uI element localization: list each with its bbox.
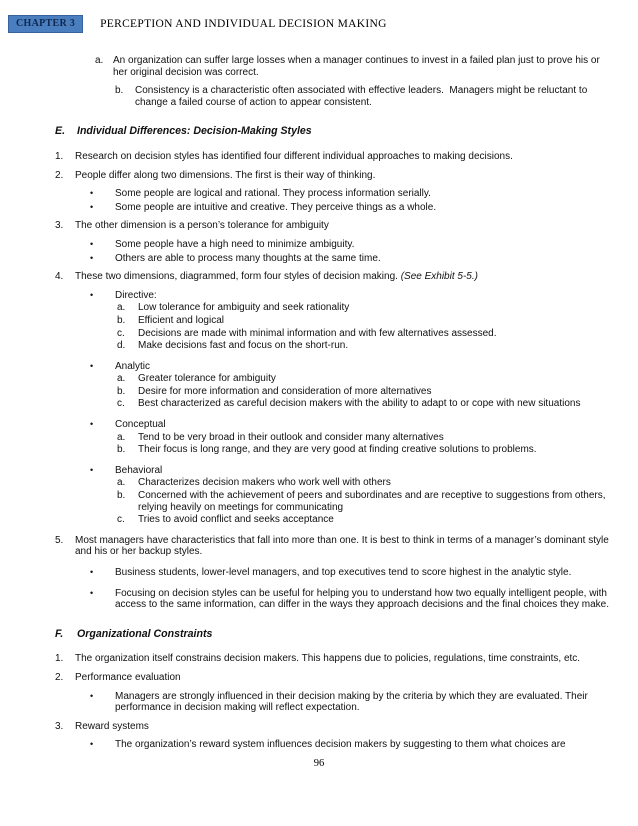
list-text: Conceptual (115, 419, 166, 431)
bullet-marker: • (90, 739, 94, 750)
list-marker: d. (117, 340, 126, 352)
list-text: The organization’s reward system influences decision makers by suggesting to them what choices are (115, 739, 566, 751)
list-item (0, 220, 612, 232)
list-text: Directive: (115, 289, 157, 301)
bullet-marker: • (90, 587, 94, 598)
section-heading (0, 629, 612, 641)
list-text: Best characterized as careful decision makers with the ability to adapt to or cope with new situations (138, 398, 581, 410)
list-text: Make decisions fast and focus on the short-run. (138, 340, 349, 352)
list-text: Some people are intuitive and creative. They perceive things as a whole. (115, 201, 437, 213)
list-item (0, 535, 612, 558)
chapter-badge: CHAPTER 3 (8, 15, 83, 33)
list-item (0, 55, 612, 78)
list-marker: F. (55, 627, 64, 640)
list-item (0, 490, 612, 513)
list-text: Others are able to process many thoughts at the same time. (115, 252, 381, 264)
list-text: The organization itself constrains decision makers. This happens due to policies, regulations, time constraints, etc. (75, 653, 581, 665)
bullet-marker: • (90, 188, 94, 199)
list-item (0, 588, 612, 611)
list-marker: 2. (55, 169, 64, 181)
list-marker: c. (117, 398, 125, 410)
list-item (0, 419, 612, 431)
list-marker: E. (55, 125, 66, 138)
list-marker: 4. (55, 271, 64, 283)
list-text: Reward systems (75, 720, 149, 732)
list-marker: a. (95, 55, 104, 66)
list-item (0, 653, 612, 665)
list-text: Consistency is a characteristic often associated with effective leaders. Managers might be reluctant to change a failed course of action to appear consistent. (135, 85, 591, 108)
bullet-marker: • (90, 289, 94, 300)
list-marker: c. (117, 514, 125, 526)
list-text: Tend to be very broad in their outlook and consider many alternatives (138, 431, 444, 443)
list-text: Efficient and logical (138, 314, 224, 326)
section-heading (0, 126, 612, 138)
list-item (0, 340, 612, 352)
list-marker: 3. (55, 720, 64, 732)
list-text: Desire for more information and consideration of more alternatives (138, 385, 432, 397)
list-marker: a. (117, 431, 126, 443)
list-marker: b. (115, 85, 124, 97)
list-item (0, 444, 612, 456)
list-text: Their focus is long range, and they are very good at finding creative solutions to problems. (138, 444, 537, 456)
list-text: Behavioral (115, 464, 163, 476)
list-item (0, 188, 612, 200)
list-item (0, 465, 612, 477)
bullet-marker: • (90, 464, 94, 475)
list-text: Research on decision styles has identified four different individual approaches to making decisions. (75, 150, 513, 162)
italic-note: (See Exhibit 5-5.) (397, 271, 478, 283)
list-text: An organization can suffer large losses when a manager continues to invest in a failed plan just to prove his or her original decision was correct. (113, 55, 603, 78)
list-text: Tries to avoid conflict and seeks acceptance (138, 514, 334, 526)
list-item (0, 253, 612, 265)
list-item (0, 477, 612, 489)
list-marker: a. (117, 302, 126, 314)
list-item (0, 739, 612, 751)
bullet-marker: • (90, 252, 94, 263)
bullet-marker: • (90, 567, 94, 577)
list-item (0, 361, 612, 373)
list-item (0, 170, 612, 182)
page-number: 96 (313, 757, 325, 769)
list-marker: 2. (55, 671, 64, 683)
document-title: PERCEPTION AND INDIVIDUAL DECISION MAKING (100, 18, 387, 30)
list-text: Organizational Constraints (77, 627, 213, 640)
list-item (0, 271, 612, 283)
list-item (0, 398, 612, 410)
list-text: These two dimensions, diagrammed, form four styles of decision making. (See Exhibit 5-5.) (75, 271, 478, 283)
list-item (0, 567, 612, 579)
list-text: Most managers have characteristics that fall into more than one. It is best to think in terms of a manager’s dominant style and his or her backup styles. (75, 534, 612, 558)
list-text: Concerned with the achievement of peers and subordinates and are receptive to suggestions from others, relying heavily on meetings for communicating (138, 490, 609, 513)
list-marker: b. (117, 444, 126, 456)
list-text: Analytic (115, 360, 151, 372)
list-text: Business students, lower-level managers, and top executives tend to score highest in the analytic style. (115, 567, 572, 578)
list-marker: 1. (55, 653, 64, 665)
list-item (0, 672, 612, 684)
list-item (0, 151, 612, 163)
list-text: Managers are strongly influenced in their decision making by the criteria by which they are evaluated. Their performance in decision making will reflect expectation. (115, 690, 591, 714)
page-header (0, 0, 638, 33)
outline-content (0, 33, 638, 751)
list-marker: a. (117, 373, 126, 385)
bullet-marker: • (90, 238, 94, 249)
list-item (0, 239, 612, 251)
list-text: Focusing on decision styles can be useful for helping you to understand how two equally intelligent people, with access to the same information, can differ in the ways they approach decisions and the final choices they make. (115, 587, 610, 611)
list-text: Individual Differences: Decision-Making Styles (77, 125, 312, 138)
list-item (0, 691, 612, 714)
bullet-marker: • (90, 201, 94, 212)
list-text: Performance evaluation (75, 671, 181, 683)
list-item (0, 721, 612, 733)
list-text: Greater tolerance for ambiguity (138, 373, 276, 385)
list-marker: c. (117, 327, 125, 339)
list-text: Characterizes decision makers who work well with others (138, 477, 391, 489)
list-marker: b. (117, 314, 126, 326)
list-text: The other dimension is a person’s tolerance for ambiguity (75, 220, 329, 232)
list-marker: b. (117, 385, 126, 397)
list-marker: b. (117, 490, 126, 502)
list-marker: 1. (55, 150, 64, 162)
list-text: Some people have a high need to minimize ambiguity. (115, 238, 355, 250)
list-text: Decisions are made with minimal information and with few alternatives assessed. (138, 327, 497, 339)
bullet-marker: • (90, 419, 94, 430)
list-text: Some people are logical and rational. They process information serially. (115, 188, 431, 200)
list-item (0, 315, 612, 327)
list-item (0, 386, 612, 398)
list-item (0, 432, 612, 444)
list-item (0, 290, 612, 302)
list-item (0, 302, 612, 314)
bullet-marker: • (90, 690, 94, 701)
list-item (0, 85, 612, 108)
list-marker: a. (117, 477, 126, 489)
list-item (0, 328, 612, 340)
list-marker: 5. (55, 534, 64, 546)
list-text: People differ along two dimensions. The first is their way of thinking. (75, 169, 376, 181)
list-text: Low tolerance for ambiguity and seek rationality (138, 302, 350, 314)
list-item (0, 514, 612, 526)
bullet-marker: • (90, 360, 94, 371)
list-item (0, 202, 612, 214)
list-marker: 3. (55, 220, 64, 232)
list-item (0, 373, 612, 385)
page-footer (0, 758, 638, 769)
